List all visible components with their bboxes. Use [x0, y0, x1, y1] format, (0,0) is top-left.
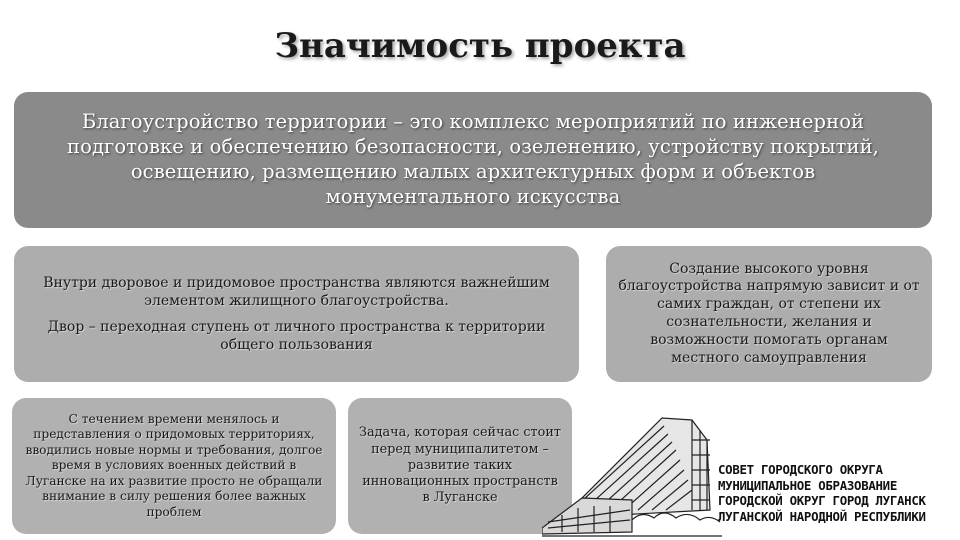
yard-box: [14, 246, 579, 382]
task-text: Задача, которая сейчас стоит перед муниципалитетом – развитие таких инновационных пространств в Луганске: [359, 425, 561, 506]
yard-paragraph-2: Двор – переходная ступень от личного пространства к территории общего пользования: [47, 319, 546, 354]
citizens-text: Создание высокого уровня благоустройства напрямую зависит и от самих граждан, от степени их сознательности, желания и возможности помогать органам местного самоуправления: [618, 260, 920, 366]
org-line-3: ГОРОДСКОЙ ОКРУГ ГОРОД ЛУГАНСК: [718, 493, 926, 508]
history-text: С течением времени менялось и представления о придомовых территориях, вводились новые нормы и требования, долгое время в условиях военных действий в Луганске на их развитие просто не обращали внимание в силу решения более важных проблем: [25, 411, 323, 519]
building-illustration: [542, 410, 722, 540]
page-title: Значимость проекта: [274, 26, 686, 66]
organization-caption: [718, 462, 958, 524]
citizens-box: [606, 246, 932, 382]
task-box: [348, 398, 572, 534]
org-line-4: ЛУГАНСКОЙ НАРОДНОЙ РЕСПУБЛИКИ: [718, 508, 926, 524]
definition-box: [14, 92, 932, 228]
org-line-1: СОВЕТ ГОРОДСКОГО ОКРУГА: [718, 462, 883, 477]
org-line-2: МУНИЦИПАЛЬНОЕ ОБРАЗОВАНИЕ: [718, 477, 897, 493]
history-box: [12, 398, 336, 534]
definition-text: Благоустройство территории – это комплекс мероприятий по инженерной подготовке и обеспечению безопасности, озеленению, устройству покрытий, освещению, размещению малых архитектурных форм и объектов монументального искусства: [67, 110, 879, 208]
yard-paragraph-1: Внутри дворовое и придомовое пространства являются важнейшим элементом жилищного благоустройства.: [43, 274, 550, 309]
